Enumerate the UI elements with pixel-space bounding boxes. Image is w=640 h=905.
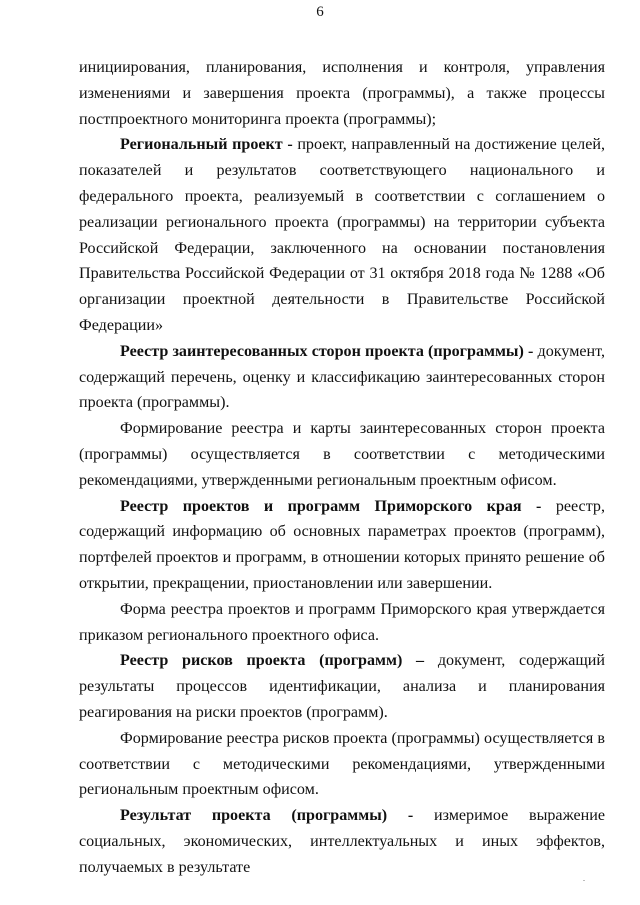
scan-speck (583, 880, 585, 881)
definition-term: Реестр рисков проекта (программ) (120, 652, 403, 670)
definition-stakeholder-register (79, 339, 605, 416)
definition-text: реестр, содержащий информацию об основных параметрах проектов (программ), портфелей проектов и программ, в отношении которых принято решение об открытии, прекращении, приостановлении или завершении. (79, 497, 606, 592)
definition-text: измеримое выражение социальных, экономических, интеллектуальных и иных эффектов, получаемых в результате (79, 807, 605, 876)
paragraph-risk-register-formation (79, 726, 605, 803)
definition-project-result (79, 803, 605, 880)
definition-term: Региональный проект (120, 136, 283, 154)
definition-risk-register (79, 648, 605, 725)
definition-separator: - (282, 136, 298, 154)
paragraph-text: Формирование реестра рисков проекта (программы) осуществляется в соответствии с методическими рекомендациями, утвержденными региональным проектным офисом. (79, 729, 605, 799)
document-body (79, 55, 605, 881)
definition-text: документ, содержащий результаты процессов идентификации, анализа и планирования реагирования на риски проектов (программ). (79, 652, 605, 721)
paragraph-text: Форма реестра проектов и программ Приморского края утверждается приказом регионального проектного офиса. (79, 600, 605, 644)
definition-projects-register (79, 494, 605, 597)
page-number: 6 (316, 4, 324, 20)
definition-text: документ, содержащий перечень, оценку и классификацию заинтересованных сторон проекта (программы). (79, 342, 605, 412)
definition-text: проект, направленный на достижение целей, показателей и результатов соответствующего национального и федерального проекта, реализуемый в соответствии с соглашением о реализации регионального проекта (программы) на территории субъекта Российской Федерации, заключенного на основании постановления Правительства Российской Федерации от 31 октября 2018 года № 1288 «Об организации проектной деятельности в Правительстве Российской Федерации» (79, 136, 605, 334)
definition-term: Реестр проектов и программ Приморского края (120, 497, 522, 515)
definition-separator: – (402, 652, 438, 670)
definition-separator: - (387, 807, 434, 825)
paragraph-projects-register-form (79, 597, 605, 649)
definition-separator: - (523, 342, 538, 360)
paragraph-text: инициирования, планирования, исполнения и контроля, управления изменениями и завершения проекта (программы), а также процессы постпроектного мониторинга проекта (программы); (79, 59, 605, 128)
definition-term: Реестр заинтересованных сторон проекта (программы) (120, 342, 524, 360)
paragraph-text: Формирование реестра и карты заинтересованных сторон проекта (программы) осуществляется в соответствии с методическими рекомендациями, утвержденными региональным проектным офисом. (79, 420, 605, 489)
paragraph-stakeholder-register-formation (79, 416, 605, 493)
definition-regional-project (79, 132, 605, 338)
definition-term: Результат проекта (программы) (120, 807, 388, 825)
paragraph-lifecycle-continuation (79, 55, 605, 132)
definition-separator: - (521, 497, 556, 515)
